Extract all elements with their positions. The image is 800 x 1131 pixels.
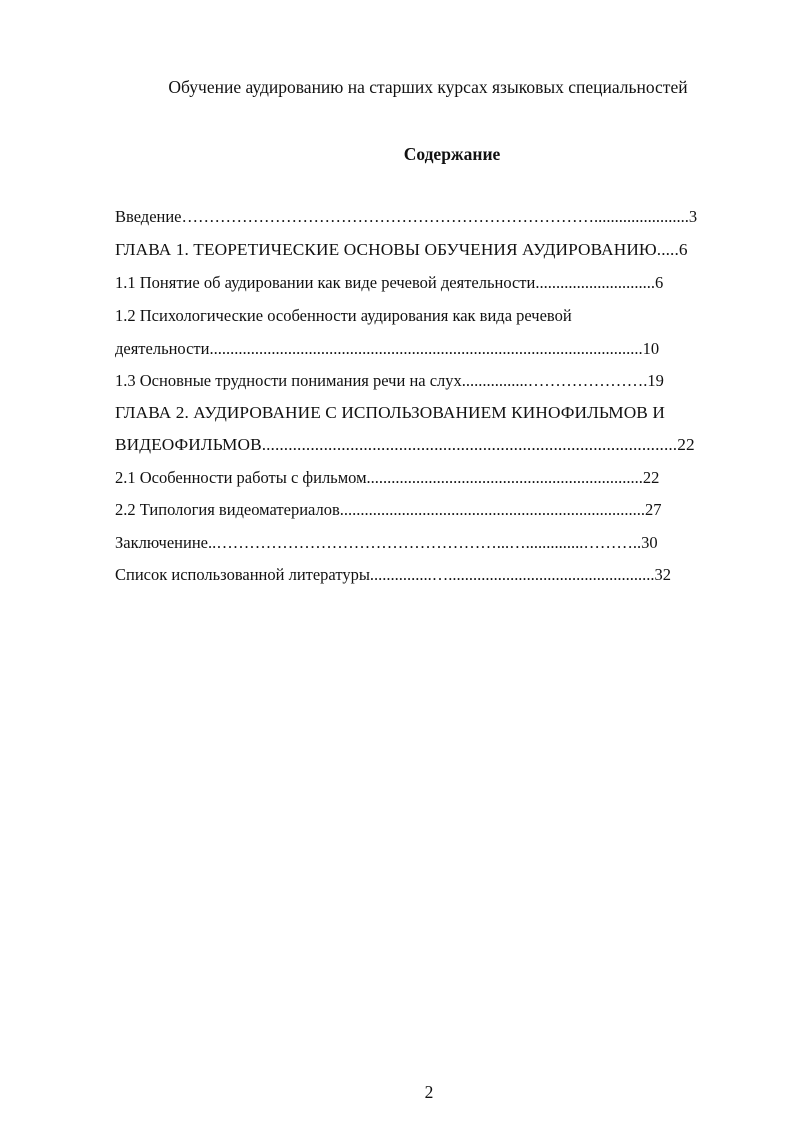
- page-number: 2: [424, 1082, 434, 1102]
- toc-entry-section-2-2: 2.2 Типология видеоматериалов..........................................................................27: [115, 500, 662, 519]
- toc-entry-section-1-2-line-1: 1.2 Психологические особенности аудирования как вида речевой: [115, 306, 572, 325]
- toc-entry-chapter-1: ГЛАВА 1. ТЕОРЕТИЧЕСКИЕ ОСНОВЫ ОБУЧЕНИЯ АУДИРОВАНИЮ.....6: [115, 240, 688, 259]
- toc-entry-conclusion: Заключенине..……………………………………………...…..............………..30: [115, 533, 658, 552]
- toc-entry-section-1-2-line-2: деятельности.........................................................................................................10: [115, 339, 660, 358]
- toc-entry-section-1-3: 1.3 Основные трудности понимания речи на слух................………………….19: [115, 371, 664, 390]
- toc-entry-section-2-1: 2.1 Особенности работы с фильмом...................................................................22: [115, 468, 660, 487]
- toc-entry-introduction: Введение………………………………………………………………….......................3: [115, 207, 698, 226]
- document-title: Обучение аудированию на старших курсах языковых специальностей: [168, 77, 688, 97]
- toc-entry-section-1-1: 1.1 Понятие об аудировании как виде речевой деятельности.............................6: [115, 273, 664, 292]
- toc-entry-chapter-2-line-1: ГЛАВА 2. АУДИРОВАНИЕ С ИСПОЛЬЗОВАНИЕМ КИНОФИЛЬМОВ И: [115, 403, 665, 422]
- toc-heading: Содержание: [403, 144, 501, 164]
- toc-entry-chapter-2-line-2: ВИДЕОФИЛЬМОВ..............................................................................................22: [115, 435, 695, 454]
- toc-entry-references: Список использованной литературы...............…..................................................32: [115, 565, 672, 584]
